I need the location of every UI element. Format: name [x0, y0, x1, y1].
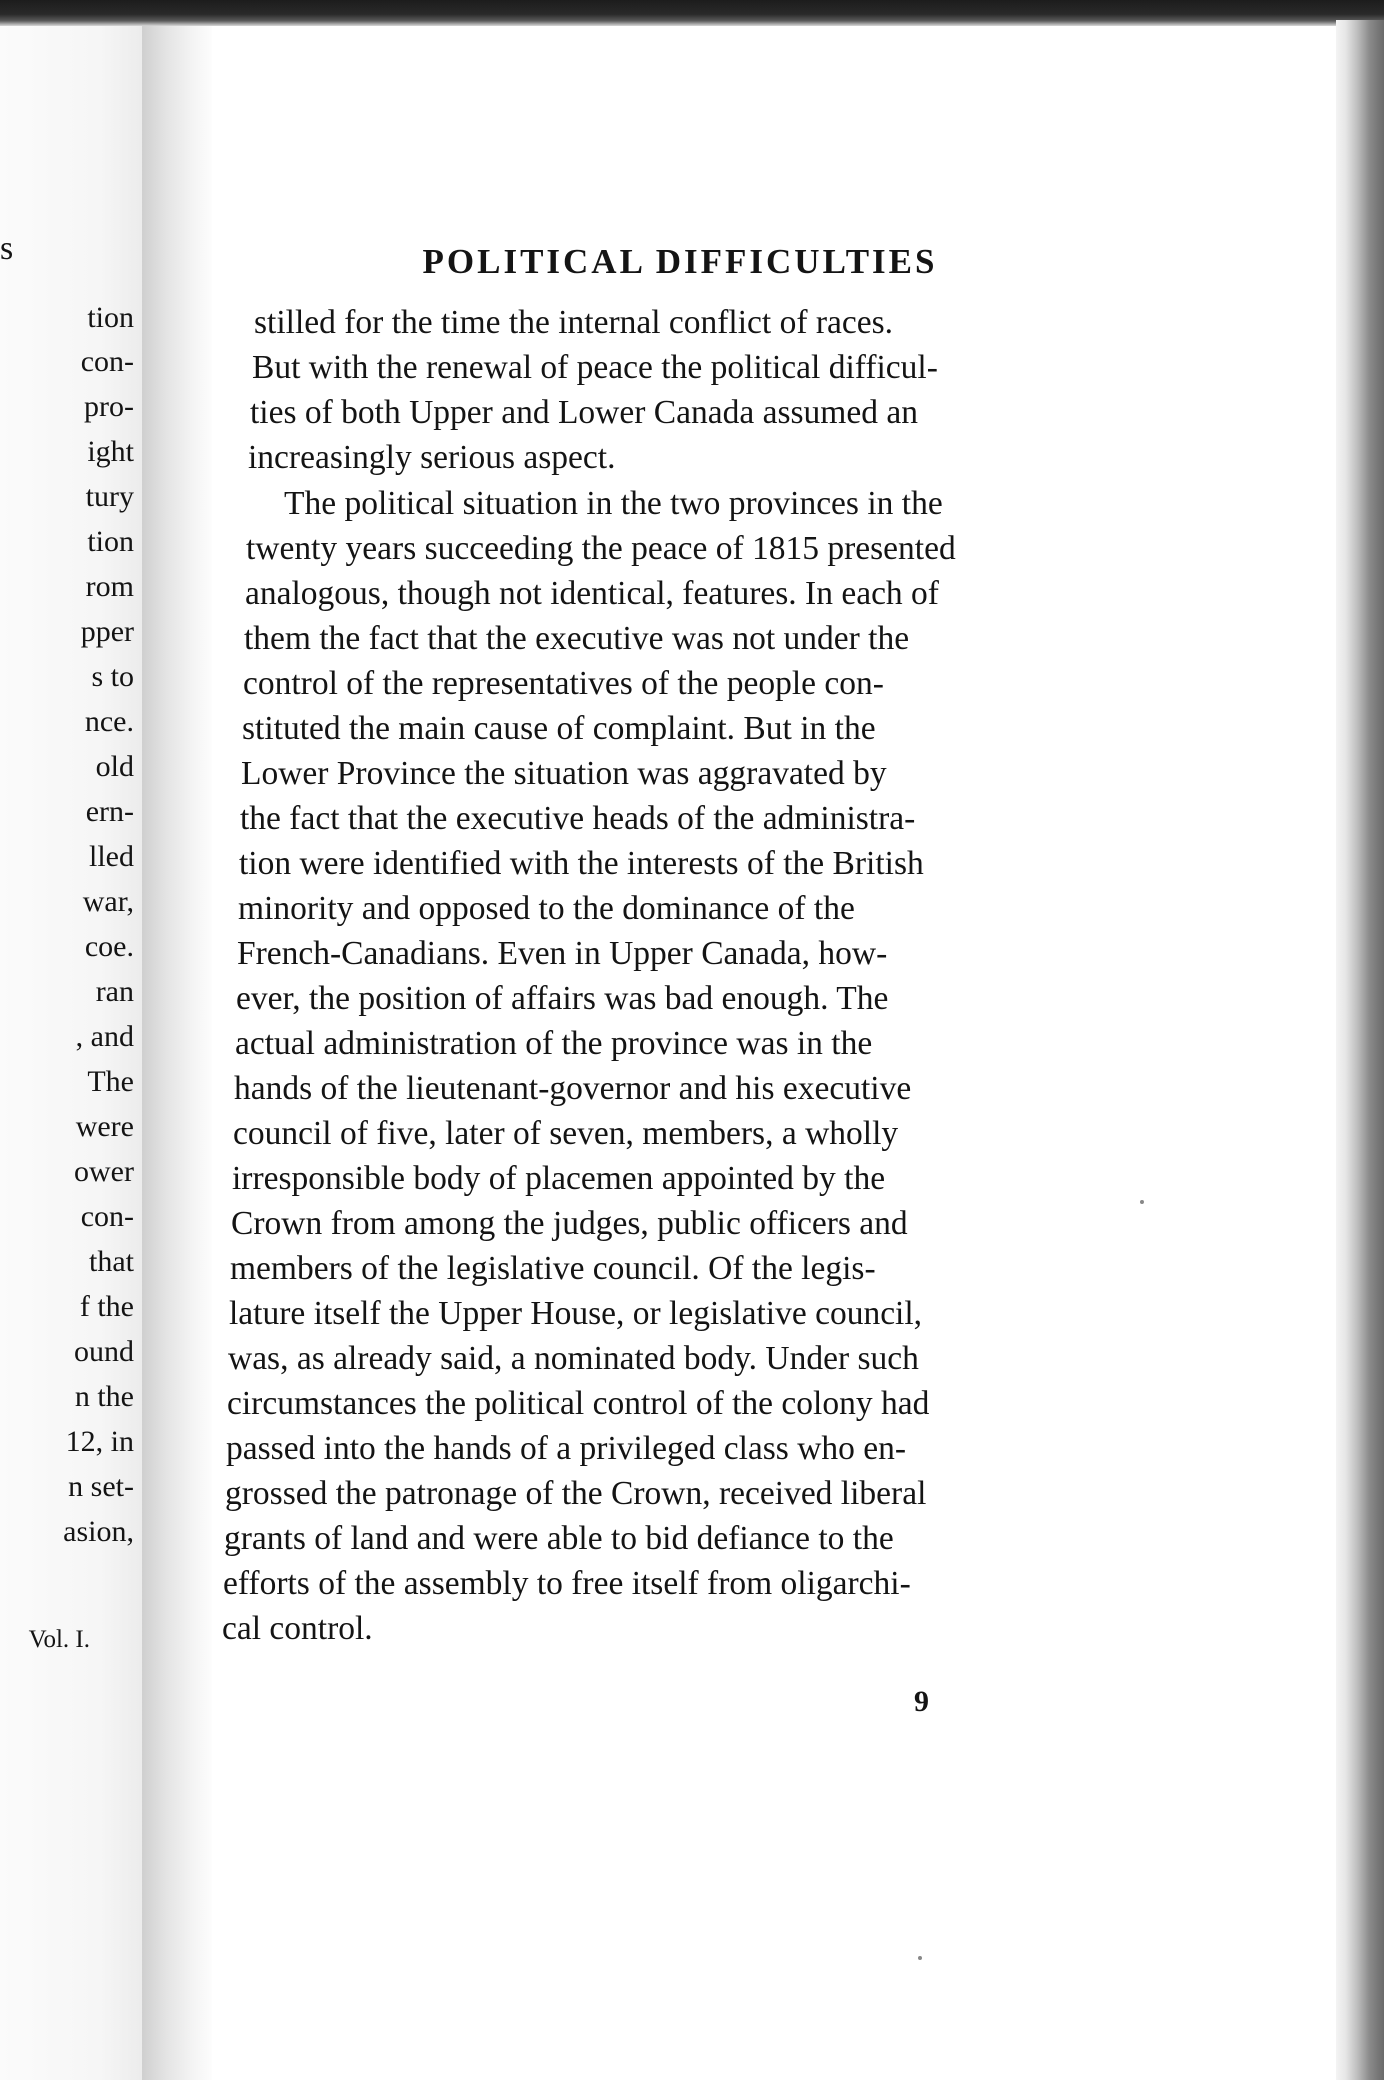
facing-page-line: s to — [91, 660, 134, 693]
facing-page-line: nce. — [84, 705, 134, 738]
text-line: the fact that the executive heads of the administra- — [240, 800, 916, 837]
facing-page-line: tion — [87, 525, 134, 558]
text-line: cal control. — [222, 1610, 373, 1647]
text-line: council of five, later of seven, members, a wholly — [233, 1115, 899, 1152]
text-line: French-Canadians. Even in Upper Canada, how- — [237, 935, 888, 972]
text-line: But with the renewal of peace the political difficul- — [252, 349, 938, 386]
text-line: twenty years succeeding the peace of 1815 presented — [246, 530, 956, 567]
facing-page-line: asion, — [63, 1515, 134, 1548]
text-line: efforts of the assembly to free itself from oligarchi- — [223, 1565, 911, 1602]
facing-page-line: coe. — [84, 930, 134, 963]
text-line: increasingly serious aspect. — [248, 439, 616, 476]
text-line: actual administration of the province was in the — [235, 1025, 873, 1062]
text-line: was, as already said, a nominated body. Under such — [228, 1340, 919, 1377]
facing-page-volume-footer: Vol. I. — [28, 1626, 90, 1653]
text-line: ties of both Upper and Lower Canada assumed an — [250, 394, 918, 431]
text-line: Lower Province the situation was aggravated by — [241, 755, 887, 792]
scan-speck — [918, 1956, 922, 1960]
text-line: ever, the position of affairs was bad enough. The — [236, 980, 889, 1017]
text-line: analogous, though not identical, features. In each of — [245, 575, 939, 612]
facing-page-line: n set- — [68, 1470, 134, 1503]
scan-speck — [1140, 1200, 1144, 1204]
text-line paragraph-start: The political situation in the two provinces in the — [284, 485, 943, 522]
running-head: POLITICAL DIFFICULTIES — [422, 242, 938, 281]
facing-page-line: ern- — [85, 795, 134, 828]
facing-page-line: pro- — [84, 390, 134, 423]
text-line: members of the legislative council. Of the legis- — [230, 1250, 876, 1287]
facing-page-line: lled — [89, 840, 134, 873]
facing-page-line: , and — [75, 1020, 134, 1053]
facing-page-line: tion — [87, 301, 134, 334]
facing-page-line: war, — [82, 885, 134, 918]
text-line: control of the representatives of the people con- — [243, 665, 884, 702]
facing-page-line: ran — [95, 975, 134, 1008]
facing-page-line: con- — [80, 1200, 134, 1233]
text-line: hands of the lieutenant-governor and his executive — [234, 1070, 912, 1107]
text-line: stilled for the time the internal conflict of races. — [254, 304, 894, 341]
facing-page-line: old — [95, 750, 134, 783]
text-line: minority and opposed to the dominance of the — [238, 890, 855, 927]
text-line: Crown from among the judges, public officers and — [231, 1205, 908, 1242]
facing-page-line: f the — [79, 1290, 134, 1323]
facing-page-line: ower — [74, 1155, 134, 1188]
facing-page-marker: s — [0, 230, 14, 267]
text-line: circumstances the political control of the colony had — [227, 1385, 930, 1422]
facing-page-line: 12, in — [65, 1425, 134, 1458]
page-number: 9 — [914, 1685, 929, 1718]
text-line: irresponsible body of placemen appointed by the — [232, 1160, 886, 1197]
facing-page-line: ight — [87, 435, 134, 468]
text-line: tion were identified with the interests of the British — [239, 845, 924, 882]
text-line: them the fact that the executive was not under the — [244, 620, 910, 657]
facing-page-line: tury — [85, 480, 134, 513]
facing-page-line: n the — [74, 1380, 134, 1413]
facing-page-line: The — [87, 1065, 134, 1098]
facing-page-line: were — [75, 1110, 134, 1143]
text-line: grossed the patronage of the Crown, received liberal — [225, 1475, 927, 1512]
text-line: lature itself the Upper House, or legislative council, — [229, 1295, 923, 1332]
text-line: passed into the hands of a privileged class who en- — [226, 1430, 907, 1467]
text-line: grants of land and were able to bid defiance to the — [224, 1520, 894, 1557]
facing-page-line: that — [89, 1245, 134, 1278]
facing-page-line: ound — [74, 1335, 134, 1368]
text-line: stituted the main cause of complaint. But in the — [242, 710, 876, 747]
facing-page-line: pper — [80, 615, 134, 648]
facing-page-line: rom — [85, 570, 134, 603]
facing-page-line: con- — [80, 345, 134, 378]
